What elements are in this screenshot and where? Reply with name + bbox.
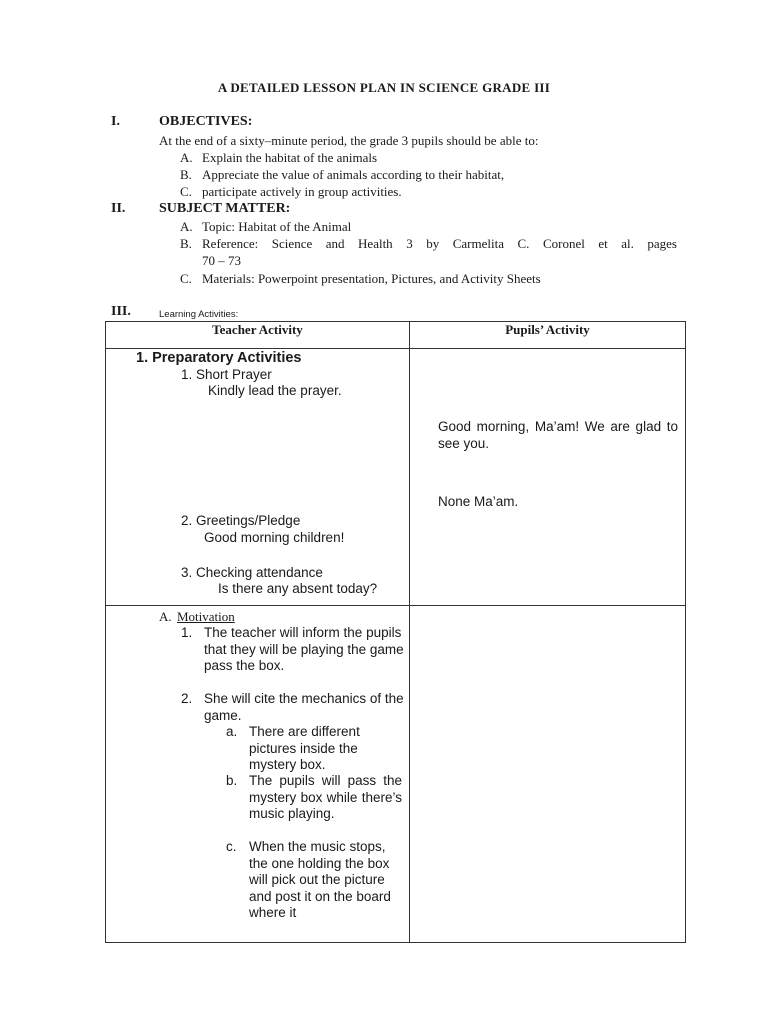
objectives-intro: At the end of a sixty–minute period, the grade 3 pupils should be able to: [159, 133, 539, 148]
motivation-heading-row [159, 609, 235, 626]
teacher-cell-preparatory [106, 349, 410, 606]
teacher-cell-motivation [106, 606, 410, 943]
motivation-step-2: She will cite the mechanics of the game. [204, 691, 404, 723]
section-number-objectives: I. [111, 114, 120, 129]
prayer-title: 1. Short Prayer [181, 367, 272, 382]
attendance-text: Is there any absent today? [218, 581, 378, 596]
mechanic-b: The pupils will pass the mystery box while there’s music playing. [249, 773, 402, 821]
subject-label: C. [180, 271, 192, 286]
motivation-heading: Motivation [177, 609, 235, 624]
sub-item-label: c. [226, 839, 237, 854]
section-number-learning-activities: III. [111, 304, 131, 319]
greeting-text: Good morning children! [204, 530, 345, 545]
subject-text: Topic: Habitat of the Animal [202, 219, 352, 234]
motivation-label: A. [159, 609, 172, 624]
step-number: 2. [181, 691, 193, 706]
subject-label: A. [180, 219, 193, 234]
teacher-activity-header: Teacher Activity [106, 322, 410, 349]
table-row [106, 606, 686, 943]
objective-label: A. [180, 150, 193, 165]
objective-label: B. [180, 167, 192, 182]
objective-item [180, 167, 504, 183]
pupils-activity-header: Pupils’ Activity [410, 322, 686, 349]
pupil-greeting: Good morning, Ma’am! We are glad to see you. [438, 419, 678, 451]
document-title: A DETAILED LESSON PLAN IN SCIENCE GRADE III [217, 80, 551, 95]
section-heading-objectives: OBJECTIVES: [159, 114, 253, 129]
sub-item-label: a. [226, 724, 238, 739]
sub-item-label: b. [226, 773, 238, 788]
activities-table [105, 321, 686, 943]
pupil-cell-motivation [410, 606, 686, 943]
greeting-title: 2. Greetings/Pledge [181, 513, 301, 528]
section-heading-subject-matter: SUBJECT MATTER: [159, 201, 291, 216]
mechanic-a: There are different pictures inside the mystery box. [249, 724, 360, 772]
pupil-absent-reply: None Ma’am. [438, 494, 519, 509]
subject-label: B. [180, 236, 192, 251]
mechanic-c: When the music stops, the one holding the box will pick out the picture and post it on the board where it [249, 839, 391, 920]
preparatory-heading: 1. Preparatory Activities [136, 350, 302, 366]
subject-text: Reference: Science and Health 3 by Carmelita C. Coronel et al. pages [202, 236, 677, 251]
objective-text: Appreciate the value of animals according to their habitat, [202, 167, 505, 182]
pupil-cell-preparatory [410, 349, 686, 606]
learning-activities-label: Learning Activities: [159, 309, 239, 320]
table-header-row [106, 322, 686, 349]
subject-reference-pages: 70 – 73 [202, 253, 241, 268]
subject-topic [180, 219, 351, 235]
prayer-text: Kindly lead the prayer. [208, 383, 342, 398]
objective-text: participate actively in group activities. [202, 184, 402, 199]
table-row [106, 349, 686, 606]
subject-materials [180, 271, 541, 287]
objective-label: C. [180, 184, 192, 199]
step-number: 1. [181, 625, 193, 640]
objective-item [180, 184, 402, 200]
attendance-title: 3. Checking attendance [181, 565, 323, 580]
objective-item [180, 150, 377, 166]
subject-reference [180, 236, 677, 252]
objective-text: Explain the habitat of the animals [202, 150, 378, 165]
motivation-step-1: The teacher will inform the pupils that they will be playing the game pass the box. [204, 625, 404, 673]
section-number-subject-matter: II. [111, 201, 126, 216]
subject-text: Materials: Powerpoint presentation, Pictures, and Activity Sheets [202, 271, 541, 286]
